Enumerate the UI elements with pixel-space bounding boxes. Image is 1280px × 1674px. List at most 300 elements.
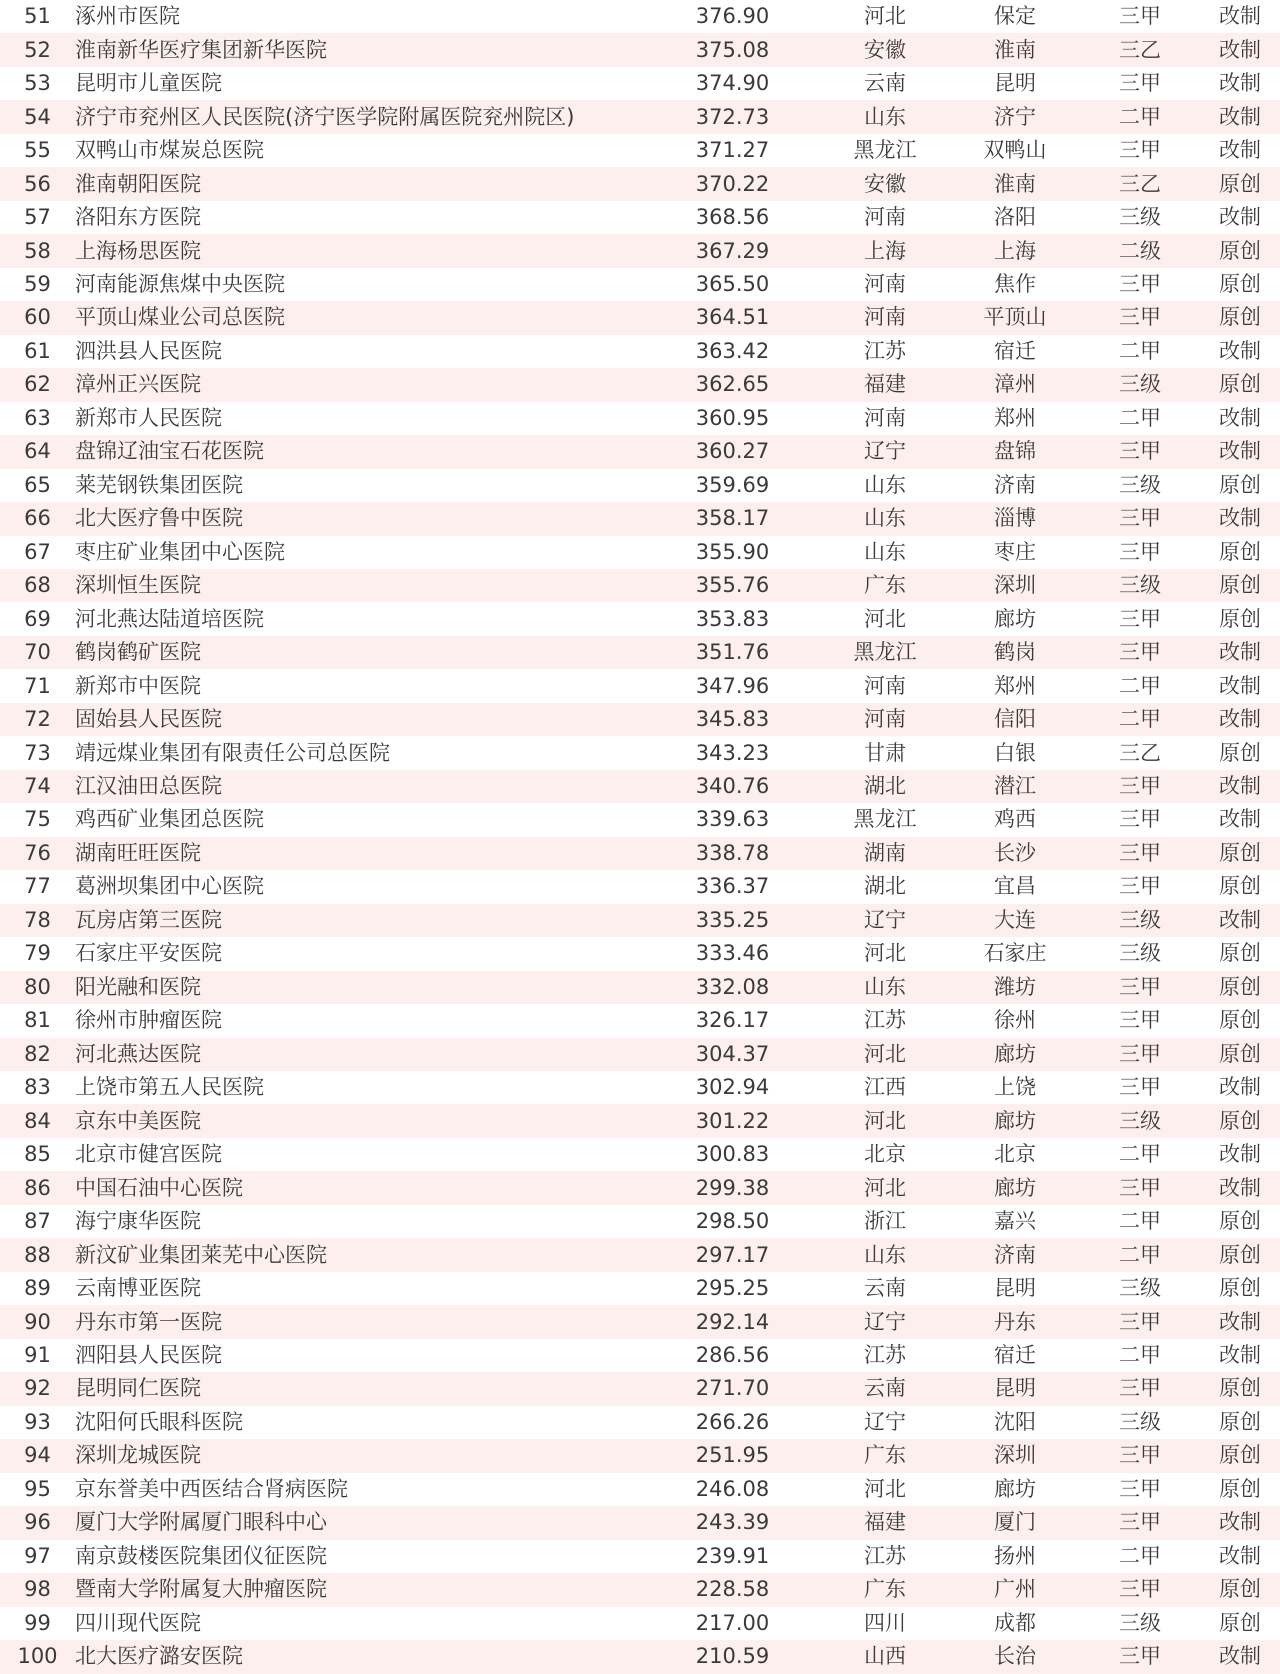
- grade-cell: 二甲: [1119, 1342, 1161, 1367]
- table-row: [0, 1138, 1280, 1171]
- table-row: [0, 100, 1280, 133]
- province-cell: 广东: [864, 573, 906, 598]
- score-cell: 239.91: [695, 1543, 770, 1568]
- province-cell: 河南: [864, 673, 906, 698]
- city-cell: 郑州: [994, 673, 1036, 698]
- grade-cell: 三甲: [1119, 1644, 1161, 1669]
- table-row: [0, 134, 1280, 167]
- table-row: [0, 536, 1280, 569]
- province-cell: 江苏: [864, 1543, 906, 1568]
- score-cell: 353.83: [695, 606, 770, 631]
- rank-cell: 61: [24, 338, 51, 363]
- hospital-name-cell: 固始县人民医院: [75, 707, 222, 732]
- type-cell: 改制: [1219, 907, 1261, 932]
- type-cell: 改制: [1219, 1309, 1261, 1334]
- rank-cell: 67: [24, 539, 51, 564]
- table-row: [0, 1171, 1280, 1204]
- province-cell: 河北: [864, 1108, 906, 1133]
- type-cell: 改制: [1219, 1142, 1261, 1167]
- city-cell: 深圳: [994, 1443, 1036, 1468]
- type-cell: 原创: [1219, 238, 1261, 263]
- score-cell: 355.90: [695, 539, 770, 564]
- city-cell: 徐州: [994, 1008, 1036, 1033]
- rank-cell: 76: [24, 840, 51, 865]
- hospital-name-cell: 河北燕达陆道培医院: [75, 606, 264, 631]
- score-cell: 358.17: [695, 506, 770, 531]
- type-cell: 原创: [1219, 874, 1261, 899]
- rank-cell: 68: [24, 573, 51, 598]
- type-cell: 改制: [1219, 1510, 1261, 1535]
- grade-cell: 三乙: [1119, 37, 1161, 62]
- table-row: [0, 1104, 1280, 1137]
- type-cell: 改制: [1219, 71, 1261, 96]
- score-cell: 299.38: [695, 1175, 770, 1200]
- hospital-name-cell: 北大医疗鲁中医院: [75, 506, 243, 531]
- city-cell: 保定: [994, 4, 1036, 29]
- table-row: [0, 1205, 1280, 1238]
- score-cell: 363.42: [695, 338, 770, 363]
- province-cell: 辽宁: [864, 1309, 906, 1334]
- rank-cell: 79: [24, 941, 51, 966]
- type-cell: 原创: [1219, 1443, 1261, 1468]
- type-cell: 原创: [1219, 539, 1261, 564]
- rank-cell: 74: [24, 774, 51, 799]
- type-cell: 原创: [1219, 1476, 1261, 1501]
- rank-cell: 57: [24, 205, 51, 230]
- score-cell: 286.56: [695, 1342, 770, 1367]
- rank-cell: 75: [24, 807, 51, 832]
- grade-cell: 三甲: [1119, 1041, 1161, 1066]
- type-cell: 改制: [1219, 807, 1261, 832]
- score-cell: 304.37: [695, 1041, 770, 1066]
- grade-cell: 三级: [1119, 372, 1161, 397]
- table-row: [0, 770, 1280, 803]
- hospital-name-cell: 莱芜钢铁集团医院: [75, 472, 243, 497]
- score-cell: 362.65: [695, 372, 770, 397]
- city-cell: 焦作: [994, 271, 1036, 296]
- hospital-name-cell: 深圳恒生医院: [75, 573, 201, 598]
- province-cell: 山东: [864, 974, 906, 999]
- score-cell: 360.95: [695, 405, 770, 430]
- score-cell: 300.83: [695, 1142, 770, 1167]
- score-cell: 243.39: [695, 1510, 770, 1535]
- type-cell: 改制: [1219, 1075, 1261, 1100]
- grade-cell: 二甲: [1119, 707, 1161, 732]
- grade-cell: 三乙: [1119, 171, 1161, 196]
- grade-cell: 三甲: [1119, 1075, 1161, 1100]
- grade-cell: 三甲: [1119, 1443, 1161, 1468]
- hospital-name-cell: 新汶矿业集团莱芜中心医院: [75, 1242, 327, 1267]
- hospital-name-cell: 徐州市肿瘤医院: [75, 1008, 222, 1033]
- hospital-name-cell: 四川现代医院: [75, 1610, 201, 1635]
- rank-cell: 94: [24, 1443, 51, 1468]
- province-cell: 河北: [864, 1175, 906, 1200]
- hospital-name-cell: 上饶市第五人民医院: [75, 1075, 264, 1100]
- province-cell: 江苏: [864, 1342, 906, 1367]
- rank-cell: 70: [24, 640, 51, 665]
- rank-cell: 73: [24, 740, 51, 765]
- rank-cell: 53: [24, 71, 51, 96]
- province-cell: 云南: [864, 1376, 906, 1401]
- type-cell: 原创: [1219, 1209, 1261, 1234]
- score-cell: 297.17: [695, 1242, 770, 1267]
- rank-cell: 62: [24, 372, 51, 397]
- grade-cell: 三甲: [1119, 1309, 1161, 1334]
- grade-cell: 三甲: [1119, 439, 1161, 464]
- type-cell: 改制: [1219, 338, 1261, 363]
- table-row: [0, 904, 1280, 937]
- hospital-name-cell: 洛阳东方医院: [75, 205, 201, 230]
- rank-cell: 52: [24, 37, 51, 62]
- city-cell: 淄博: [994, 506, 1036, 531]
- hospital-name-cell: 靖远煤业集团有限责任公司总医院: [75, 740, 390, 765]
- city-cell: 北京: [994, 1142, 1036, 1167]
- grade-cell: 二甲: [1119, 673, 1161, 698]
- table-row: [0, 469, 1280, 502]
- hospital-name-cell: 平顶山煤业公司总医院: [75, 305, 285, 330]
- province-cell: 浙江: [864, 1209, 906, 1234]
- grade-cell: 三级: [1119, 1108, 1161, 1133]
- province-cell: 河南: [864, 205, 906, 230]
- grade-cell: 三级: [1119, 573, 1161, 598]
- table-row: [0, 67, 1280, 100]
- city-cell: 济南: [994, 472, 1036, 497]
- table-row: [0, 669, 1280, 702]
- city-cell: 昆明: [994, 71, 1036, 96]
- hospital-name-cell: 鸡西矿业集团总医院: [75, 807, 264, 832]
- province-cell: 辽宁: [864, 907, 906, 932]
- grade-cell: 三甲: [1119, 840, 1161, 865]
- hospital-name-cell: 淮南新华医疗集团新华医院: [75, 37, 327, 62]
- grade-cell: 二甲: [1119, 405, 1161, 430]
- table-row: [0, 1372, 1280, 1405]
- grade-cell: 三甲: [1119, 1008, 1161, 1033]
- city-cell: 长沙: [994, 840, 1036, 865]
- province-cell: 河北: [864, 4, 906, 29]
- type-cell: 改制: [1219, 4, 1261, 29]
- city-cell: 沈阳: [994, 1409, 1036, 1434]
- type-cell: 改制: [1219, 1543, 1261, 1568]
- grade-cell: 三甲: [1119, 1476, 1161, 1501]
- grade-cell: 二级: [1119, 238, 1161, 263]
- hospital-name-cell: 云南博亚医院: [75, 1276, 201, 1301]
- city-cell: 嘉兴: [994, 1209, 1036, 1234]
- rank-cell: 71: [24, 673, 51, 698]
- table-row: [0, 1540, 1280, 1573]
- table-row: [0, 1071, 1280, 1104]
- table-row: [0, 636, 1280, 669]
- score-cell: 301.22: [695, 1108, 770, 1133]
- type-cell: 原创: [1219, 472, 1261, 497]
- type-cell: 原创: [1219, 1409, 1261, 1434]
- table-row: [0, 703, 1280, 736]
- hospital-name-cell: 淮南朝阳医院: [75, 171, 201, 196]
- table-row: [0, 402, 1280, 435]
- type-cell: 改制: [1219, 405, 1261, 430]
- table-row: [0, 736, 1280, 769]
- rank-cell: 66: [24, 506, 51, 531]
- city-cell: 漳州: [994, 372, 1036, 397]
- hospital-name-cell: 葛洲坝集团中心医院: [75, 874, 264, 899]
- province-cell: 云南: [864, 71, 906, 96]
- table-row: [0, 870, 1280, 903]
- rank-cell: 55: [24, 138, 51, 163]
- hospital-name-cell: 南京鼓楼医院集团仪征医院: [75, 1543, 327, 1568]
- table-row: [0, 803, 1280, 836]
- city-cell: 淮南: [994, 171, 1036, 196]
- province-cell: 安徽: [864, 171, 906, 196]
- city-cell: 济宁: [994, 104, 1036, 129]
- rank-cell: 58: [24, 238, 51, 263]
- grade-cell: 三级: [1119, 1610, 1161, 1635]
- type-cell: 改制: [1219, 1175, 1261, 1200]
- city-cell: 宿迁: [994, 338, 1036, 363]
- hospital-name-cell: 海宁康华医院: [75, 1209, 201, 1234]
- type-cell: 原创: [1219, 974, 1261, 999]
- type-cell: 改制: [1219, 707, 1261, 732]
- city-cell: 廊坊: [994, 1175, 1036, 1200]
- hospital-name-cell: 新郑市人民医院: [75, 405, 222, 430]
- grade-cell: 三甲: [1119, 807, 1161, 832]
- type-cell: 改制: [1219, 138, 1261, 163]
- province-cell: 北京: [864, 1142, 906, 1167]
- score-cell: 333.46: [695, 941, 770, 966]
- grade-cell: 三级: [1119, 1409, 1161, 1434]
- rank-cell: 82: [24, 1041, 51, 1066]
- grade-cell: 二甲: [1119, 1543, 1161, 1568]
- rank-cell: 83: [24, 1075, 51, 1100]
- type-cell: 改制: [1219, 673, 1261, 698]
- type-cell: 改制: [1219, 774, 1261, 799]
- grade-cell: 三甲: [1119, 774, 1161, 799]
- hospital-name-cell: 河南能源焦煤中央医院: [75, 271, 285, 296]
- city-cell: 廊坊: [994, 1476, 1036, 1501]
- rank-cell: 97: [24, 1543, 51, 1568]
- city-cell: 大连: [994, 907, 1036, 932]
- city-cell: 上饶: [994, 1075, 1036, 1100]
- score-cell: 365.50: [695, 271, 770, 296]
- rank-cell: 77: [24, 874, 51, 899]
- province-cell: 黑龙江: [853, 138, 917, 163]
- score-cell: 368.56: [695, 205, 770, 230]
- province-cell: 广东: [864, 1577, 906, 1602]
- province-cell: 黑龙江: [853, 807, 917, 832]
- score-cell: 210.59: [695, 1644, 770, 1669]
- grade-cell: 三甲: [1119, 305, 1161, 330]
- score-cell: 302.94: [695, 1075, 770, 1100]
- hospital-name-cell: 济宁市兖州区人民医院(济宁医学院附属医院兖州院区): [75, 104, 575, 129]
- city-cell: 长治: [994, 1644, 1036, 1669]
- rank-cell: 95: [24, 1476, 51, 1501]
- province-cell: 河北: [864, 1476, 906, 1501]
- hospital-name-cell: 泗阳县人民医院: [75, 1342, 222, 1367]
- table-row: [0, 1272, 1280, 1305]
- province-cell: 福建: [864, 1510, 906, 1535]
- type-cell: 原创: [1219, 1008, 1261, 1033]
- score-cell: 347.96: [695, 673, 770, 698]
- table-row: [0, 971, 1280, 1004]
- score-cell: 326.17: [695, 1008, 770, 1033]
- rank-cell: 91: [24, 1342, 51, 1367]
- type-cell: 原创: [1219, 740, 1261, 765]
- type-cell: 原创: [1219, 271, 1261, 296]
- type-cell: 改制: [1219, 506, 1261, 531]
- type-cell: 原创: [1219, 573, 1261, 598]
- score-cell: 266.26: [695, 1409, 770, 1434]
- grade-cell: 三甲: [1119, 271, 1161, 296]
- hospital-name-cell: 中国石油中心医院: [75, 1175, 243, 1200]
- city-cell: 济南: [994, 1242, 1036, 1267]
- rank-cell: 86: [24, 1175, 51, 1200]
- table-row: [0, 234, 1280, 267]
- province-cell: 河北: [864, 1041, 906, 1066]
- province-cell: 上海: [864, 238, 906, 263]
- city-cell: 昆明: [994, 1276, 1036, 1301]
- table-row: [0, 1305, 1280, 1338]
- province-cell: 湖北: [864, 874, 906, 899]
- type-cell: 原创: [1219, 941, 1261, 966]
- hospital-name-cell: 厦门大学附属厦门眼科中心: [75, 1510, 327, 1535]
- score-cell: 376.90: [695, 4, 770, 29]
- hospital-name-cell: 枣庄矿业集团中心医院: [75, 539, 285, 564]
- table-row: [0, 435, 1280, 468]
- city-cell: 洛阳: [994, 205, 1036, 230]
- table-row: [0, 1473, 1280, 1506]
- province-cell: 云南: [864, 1276, 906, 1301]
- score-cell: 340.76: [695, 774, 770, 799]
- type-cell: 改制: [1219, 640, 1261, 665]
- type-cell: 改制: [1219, 1644, 1261, 1669]
- rank-cell: 80: [24, 974, 51, 999]
- table-row: [0, 502, 1280, 535]
- hospital-name-cell: 鹤岗鹤矿医院: [75, 640, 201, 665]
- grade-cell: 三甲: [1119, 4, 1161, 29]
- hospital-name-cell: 湖南旺旺医院: [75, 840, 201, 865]
- grade-cell: 三甲: [1119, 1577, 1161, 1602]
- city-cell: 宜昌: [994, 874, 1036, 899]
- score-cell: 351.76: [695, 640, 770, 665]
- score-cell: 343.23: [695, 740, 770, 765]
- rank-cell: 96: [24, 1510, 51, 1535]
- city-cell: 潍坊: [994, 974, 1036, 999]
- rank-cell: 56: [24, 171, 51, 196]
- province-cell: 安徽: [864, 37, 906, 62]
- score-cell: 374.90: [695, 71, 770, 96]
- province-cell: 辽宁: [864, 439, 906, 464]
- type-cell: 改制: [1219, 1342, 1261, 1367]
- city-cell: 深圳: [994, 573, 1036, 598]
- hospital-name-cell: 北大医疗潞安医院: [75, 1644, 243, 1669]
- table-row: [0, 1573, 1280, 1606]
- table-row: [0, 1238, 1280, 1271]
- rank-cell: 93: [24, 1409, 51, 1434]
- province-cell: 山东: [864, 104, 906, 129]
- province-cell: 山东: [864, 506, 906, 531]
- city-cell: 廊坊: [994, 1108, 1036, 1133]
- province-cell: 河南: [864, 305, 906, 330]
- hospital-name-cell: 暨南大学附属复大肿瘤医院: [75, 1577, 327, 1602]
- table-row: [0, 1339, 1280, 1372]
- hospital-name-cell: 石家庄平安医院: [75, 941, 222, 966]
- rank-cell: 81: [24, 1008, 51, 1033]
- hospital-name-cell: 沈阳何氏眼科医院: [75, 1409, 243, 1434]
- score-cell: 336.37: [695, 874, 770, 899]
- table-row: [0, 1038, 1280, 1071]
- hospital-name-cell: 江汉油田总医院: [75, 774, 222, 799]
- province-cell: 河南: [864, 271, 906, 296]
- city-cell: 广州: [994, 1577, 1036, 1602]
- grade-cell: 三级: [1119, 1276, 1161, 1301]
- grade-cell: 三级: [1119, 907, 1161, 932]
- rank-cell: 84: [24, 1108, 51, 1133]
- table-row: [0, 0, 1280, 33]
- rank-cell: 89: [24, 1276, 51, 1301]
- city-cell: 鹤岗: [994, 640, 1036, 665]
- rank-cell: 59: [24, 271, 51, 296]
- type-cell: 原创: [1219, 1242, 1261, 1267]
- rank-cell: 54: [24, 104, 51, 129]
- hospital-name-cell: 新郑市中医院: [75, 673, 201, 698]
- rank-cell: 60: [24, 305, 51, 330]
- city-cell: 廊坊: [994, 606, 1036, 631]
- rank-cell: 64: [24, 439, 51, 464]
- province-cell: 辽宁: [864, 1409, 906, 1434]
- hospital-name-cell: 京东中美医院: [75, 1108, 201, 1133]
- score-cell: 367.29: [695, 238, 770, 263]
- rank-cell: 99: [24, 1610, 51, 1635]
- city-cell: 扬州: [994, 1543, 1036, 1568]
- type-cell: 改制: [1219, 104, 1261, 129]
- table-row: [0, 1004, 1280, 1037]
- table-row: [0, 33, 1280, 66]
- type-cell: 原创: [1219, 606, 1261, 631]
- hospital-name-cell: 河北燕达医院: [75, 1041, 201, 1066]
- type-cell: 改制: [1219, 205, 1261, 230]
- rank-cell: 98: [24, 1577, 51, 1602]
- hospital-name-cell: 阳光融和医院: [75, 974, 201, 999]
- rank-cell: 88: [24, 1242, 51, 1267]
- type-cell: 原创: [1219, 840, 1261, 865]
- grade-cell: 二甲: [1119, 1209, 1161, 1234]
- city-cell: 枣庄: [994, 539, 1036, 564]
- score-cell: 246.08: [695, 1476, 770, 1501]
- province-cell: 山东: [864, 472, 906, 497]
- score-cell: 355.76: [695, 573, 770, 598]
- city-cell: 白银: [994, 740, 1036, 765]
- score-cell: 335.25: [695, 907, 770, 932]
- score-cell: 359.69: [695, 472, 770, 497]
- type-cell: 原创: [1219, 305, 1261, 330]
- grade-cell: 二甲: [1119, 338, 1161, 363]
- table-row: [0, 268, 1280, 301]
- score-cell: 339.63: [695, 807, 770, 832]
- hospital-name-cell: 涿州市医院: [75, 4, 180, 29]
- province-cell: 四川: [864, 1610, 906, 1635]
- hospital-name-cell: 双鸭山市煤炭总医院: [75, 138, 264, 163]
- score-cell: 228.58: [695, 1577, 770, 1602]
- grade-cell: 三级: [1119, 205, 1161, 230]
- hospital-name-cell: 上海杨思医院: [75, 238, 201, 263]
- score-cell: 332.08: [695, 974, 770, 999]
- rank-cell: 65: [24, 472, 51, 497]
- province-cell: 河北: [864, 606, 906, 631]
- grade-cell: 三甲: [1119, 539, 1161, 564]
- score-cell: 371.27: [695, 138, 770, 163]
- city-cell: 丹东: [994, 1309, 1036, 1334]
- score-cell: 364.51: [695, 305, 770, 330]
- grade-cell: 三甲: [1119, 1175, 1161, 1200]
- grade-cell: 三甲: [1119, 974, 1161, 999]
